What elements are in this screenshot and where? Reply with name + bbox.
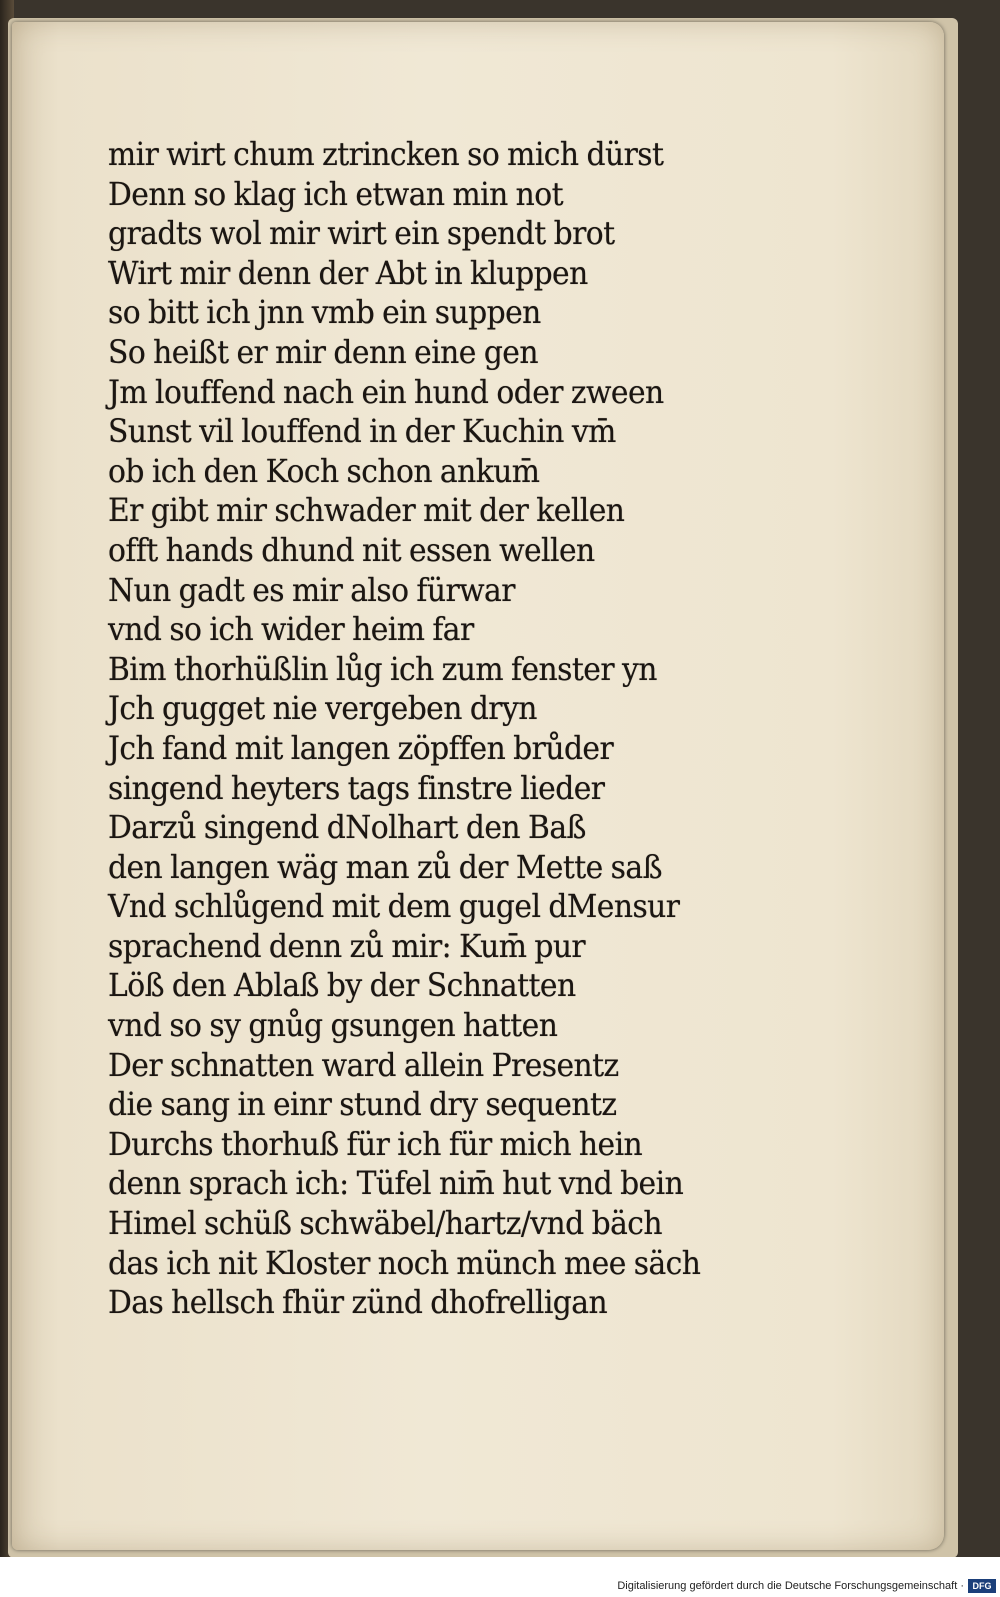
verse-line: Nun gadt es mir also fürwar	[108, 570, 515, 609]
verse-line: Der schnatten ward allein Presentz	[108, 1045, 619, 1084]
verse-line: so bitt ich jnn vmb ein suppen	[108, 293, 541, 332]
verse-line: Darzů singend dNolhart den Baß	[108, 808, 586, 847]
funding-credit: Digitalisierung gefördert durch die Deutsche Forschungsgemeinschaft ·	[617, 1580, 964, 1592]
verse-line: das ich nit Kloster noch münch mee säch	[108, 1243, 701, 1282]
verse-line: Bim thorhüßlin lůg ich zum fenster yn	[108, 649, 657, 688]
verse-line: gradts wol mir wirt ein spendt brot	[108, 214, 615, 253]
verse-line: Durchs thorhuß für ich für mich hein	[108, 1124, 643, 1163]
verse-line: Er gibt mir schwader mit der kellen	[108, 491, 625, 530]
verse-line: Sunst vil louffend in der Kuchin vm̄	[108, 412, 616, 451]
verse-line: Wirt mir denn der Abt in kluppen	[108, 253, 588, 292]
footer-bar	[0, 1557, 1000, 1597]
verse-line: ob ich den Koch schon ankum̄	[108, 451, 540, 490]
verse-line: denn sprach ich: Tüfel nim̄ hut vnd bein	[108, 1164, 684, 1203]
dfg-logo: DFG	[968, 1579, 996, 1593]
verse-line: singend heyters tags finstre lieder	[108, 768, 605, 807]
verse-line: vnd so ich wider heim far	[108, 610, 474, 649]
verse-line: sprachend denn zů mir: Kum̄ pur	[108, 926, 586, 965]
verse-line: die sang in einr stund dry sequentz	[108, 1085, 617, 1124]
verse-line: So heißt er mir denn eine gen	[108, 332, 538, 371]
verse-line: Jm louffend nach ein hund oder zween	[108, 372, 664, 411]
book-page	[12, 22, 944, 1550]
verse-line: Himel schüß schwäbel/hartz/vnd bäch	[108, 1204, 663, 1243]
verse-line: den langen wäg man zů der Mette saß	[108, 847, 662, 886]
verse-line: offt hands dhund nit essen wellen	[108, 530, 595, 569]
verse-line: Löß den Ablaß by der Schnatten	[108, 966, 576, 1005]
verse-line: Jch gugget nie vergeben dryn	[108, 689, 537, 728]
verse-text-block	[108, 135, 700, 1323]
verse-line: Jch fand mit langen zöpffen brůder	[108, 728, 614, 767]
verse-line: Vnd schlůgend mit dem gugel dMensur	[108, 887, 680, 926]
verse-line: Denn so klag ich etwan min not	[108, 174, 564, 213]
verse-line: vnd so sy gnůg gsungen hatten	[108, 1006, 558, 1045]
verse-line: Das hellsch fhür zünd dhofrelligan	[108, 1283, 608, 1322]
verse-line: mir wirt chum ztrincken so mich dürst	[108, 135, 664, 173]
